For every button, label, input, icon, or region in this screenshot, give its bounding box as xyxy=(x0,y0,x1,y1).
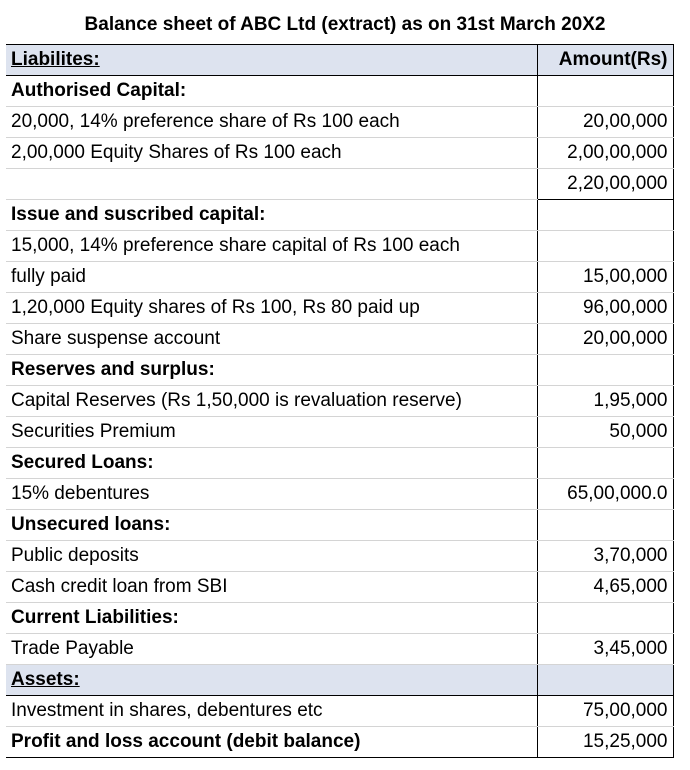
table-row xyxy=(6,448,673,479)
row-label: Trade Payable xyxy=(6,634,537,665)
row-amount: 4,65,000 xyxy=(537,572,673,603)
row-label: Public deposits xyxy=(6,541,537,572)
row-amount: 50,000 xyxy=(537,417,673,448)
row-amount: 15,00,000 xyxy=(537,262,673,293)
row-amount: 75,00,000 xyxy=(537,696,673,727)
table-row xyxy=(6,386,673,417)
row-amount: 20,00,000 xyxy=(537,324,673,355)
liabilities-header: Liabilites: xyxy=(6,45,537,76)
row-amount: 20,00,000 xyxy=(537,107,673,138)
row-amount: 3,45,000 xyxy=(537,634,673,665)
row-label: Authorised Capital: xyxy=(6,76,537,107)
row-label: Issue and suscribed capital: xyxy=(6,200,537,231)
row-amount xyxy=(537,231,673,262)
assets-header: Assets: xyxy=(6,665,537,696)
table-row xyxy=(6,138,673,169)
row-amount: 65,00,000.0 xyxy=(537,479,673,510)
row-label: Profit and loss account (debit balance) xyxy=(6,727,537,758)
table-row xyxy=(6,510,673,541)
assets-header-amount xyxy=(537,665,673,696)
row-amount: 96,00,000 xyxy=(537,293,673,324)
table-row xyxy=(6,572,673,603)
table-row xyxy=(6,200,673,231)
row-label: 20,000, 14% preference share of Rs 100 each xyxy=(6,107,537,138)
sheet-title: Balance sheet of ABC Ltd (extract) as on 31st March 20X2 xyxy=(84,14,606,35)
table-row xyxy=(6,634,673,665)
row-label: 2,00,000 Equity Shares of Rs 100 each xyxy=(6,138,537,169)
table-row xyxy=(6,479,673,510)
table-row xyxy=(6,696,673,727)
row-label: fully paid xyxy=(6,262,537,293)
table-row xyxy=(6,293,673,324)
amount-header: Amount(Rs) xyxy=(537,45,673,76)
row-amount: 2,00,00,000 xyxy=(537,138,673,169)
row-amount xyxy=(537,510,673,541)
liabilities-header-row xyxy=(6,45,673,76)
row-label: 15% debentures xyxy=(6,479,537,510)
row-amount: 2,20,00,000 xyxy=(537,169,673,200)
balance-sheet-table xyxy=(6,44,674,758)
row-label: Current Liabilities: xyxy=(6,603,537,634)
row-label: Investment in shares, debentures etc xyxy=(6,696,537,727)
row-label xyxy=(6,169,537,200)
row-amount xyxy=(537,603,673,634)
row-label: Secured Loans: xyxy=(6,448,537,479)
row-amount xyxy=(537,355,673,386)
row-label: Securities Premium xyxy=(6,417,537,448)
row-amount xyxy=(537,200,673,231)
table-row xyxy=(6,727,673,758)
table-row xyxy=(6,603,673,634)
row-amount: 3,70,000 xyxy=(537,541,673,572)
row-label: Unsecured loans: xyxy=(6,510,537,541)
table-row-total xyxy=(6,169,673,200)
table-row xyxy=(6,355,673,386)
row-amount: 15,25,000 xyxy=(537,727,673,758)
table-row xyxy=(6,231,673,262)
row-amount xyxy=(537,76,673,107)
row-amount: 1,95,000 xyxy=(537,386,673,417)
row-label: 15,000, 14% preference share capital of Rs 100 each xyxy=(6,231,537,262)
row-amount xyxy=(537,448,673,479)
table-row xyxy=(6,76,673,107)
row-label: 1,20,000 Equity shares of Rs 100, Rs 80 paid up xyxy=(6,293,537,324)
row-label: Capital Reserves (Rs 1,50,000 is revaluation reserve) xyxy=(6,386,537,417)
table-row xyxy=(6,107,673,138)
row-label: Cash credit loan from SBI xyxy=(6,572,537,603)
table-row xyxy=(6,324,673,355)
assets-header-row xyxy=(6,665,673,696)
row-label: Share suspense account xyxy=(6,324,537,355)
table-row xyxy=(6,262,673,293)
row-label: Reserves and surplus: xyxy=(6,355,537,386)
table-row xyxy=(6,541,673,572)
table-row xyxy=(6,417,673,448)
